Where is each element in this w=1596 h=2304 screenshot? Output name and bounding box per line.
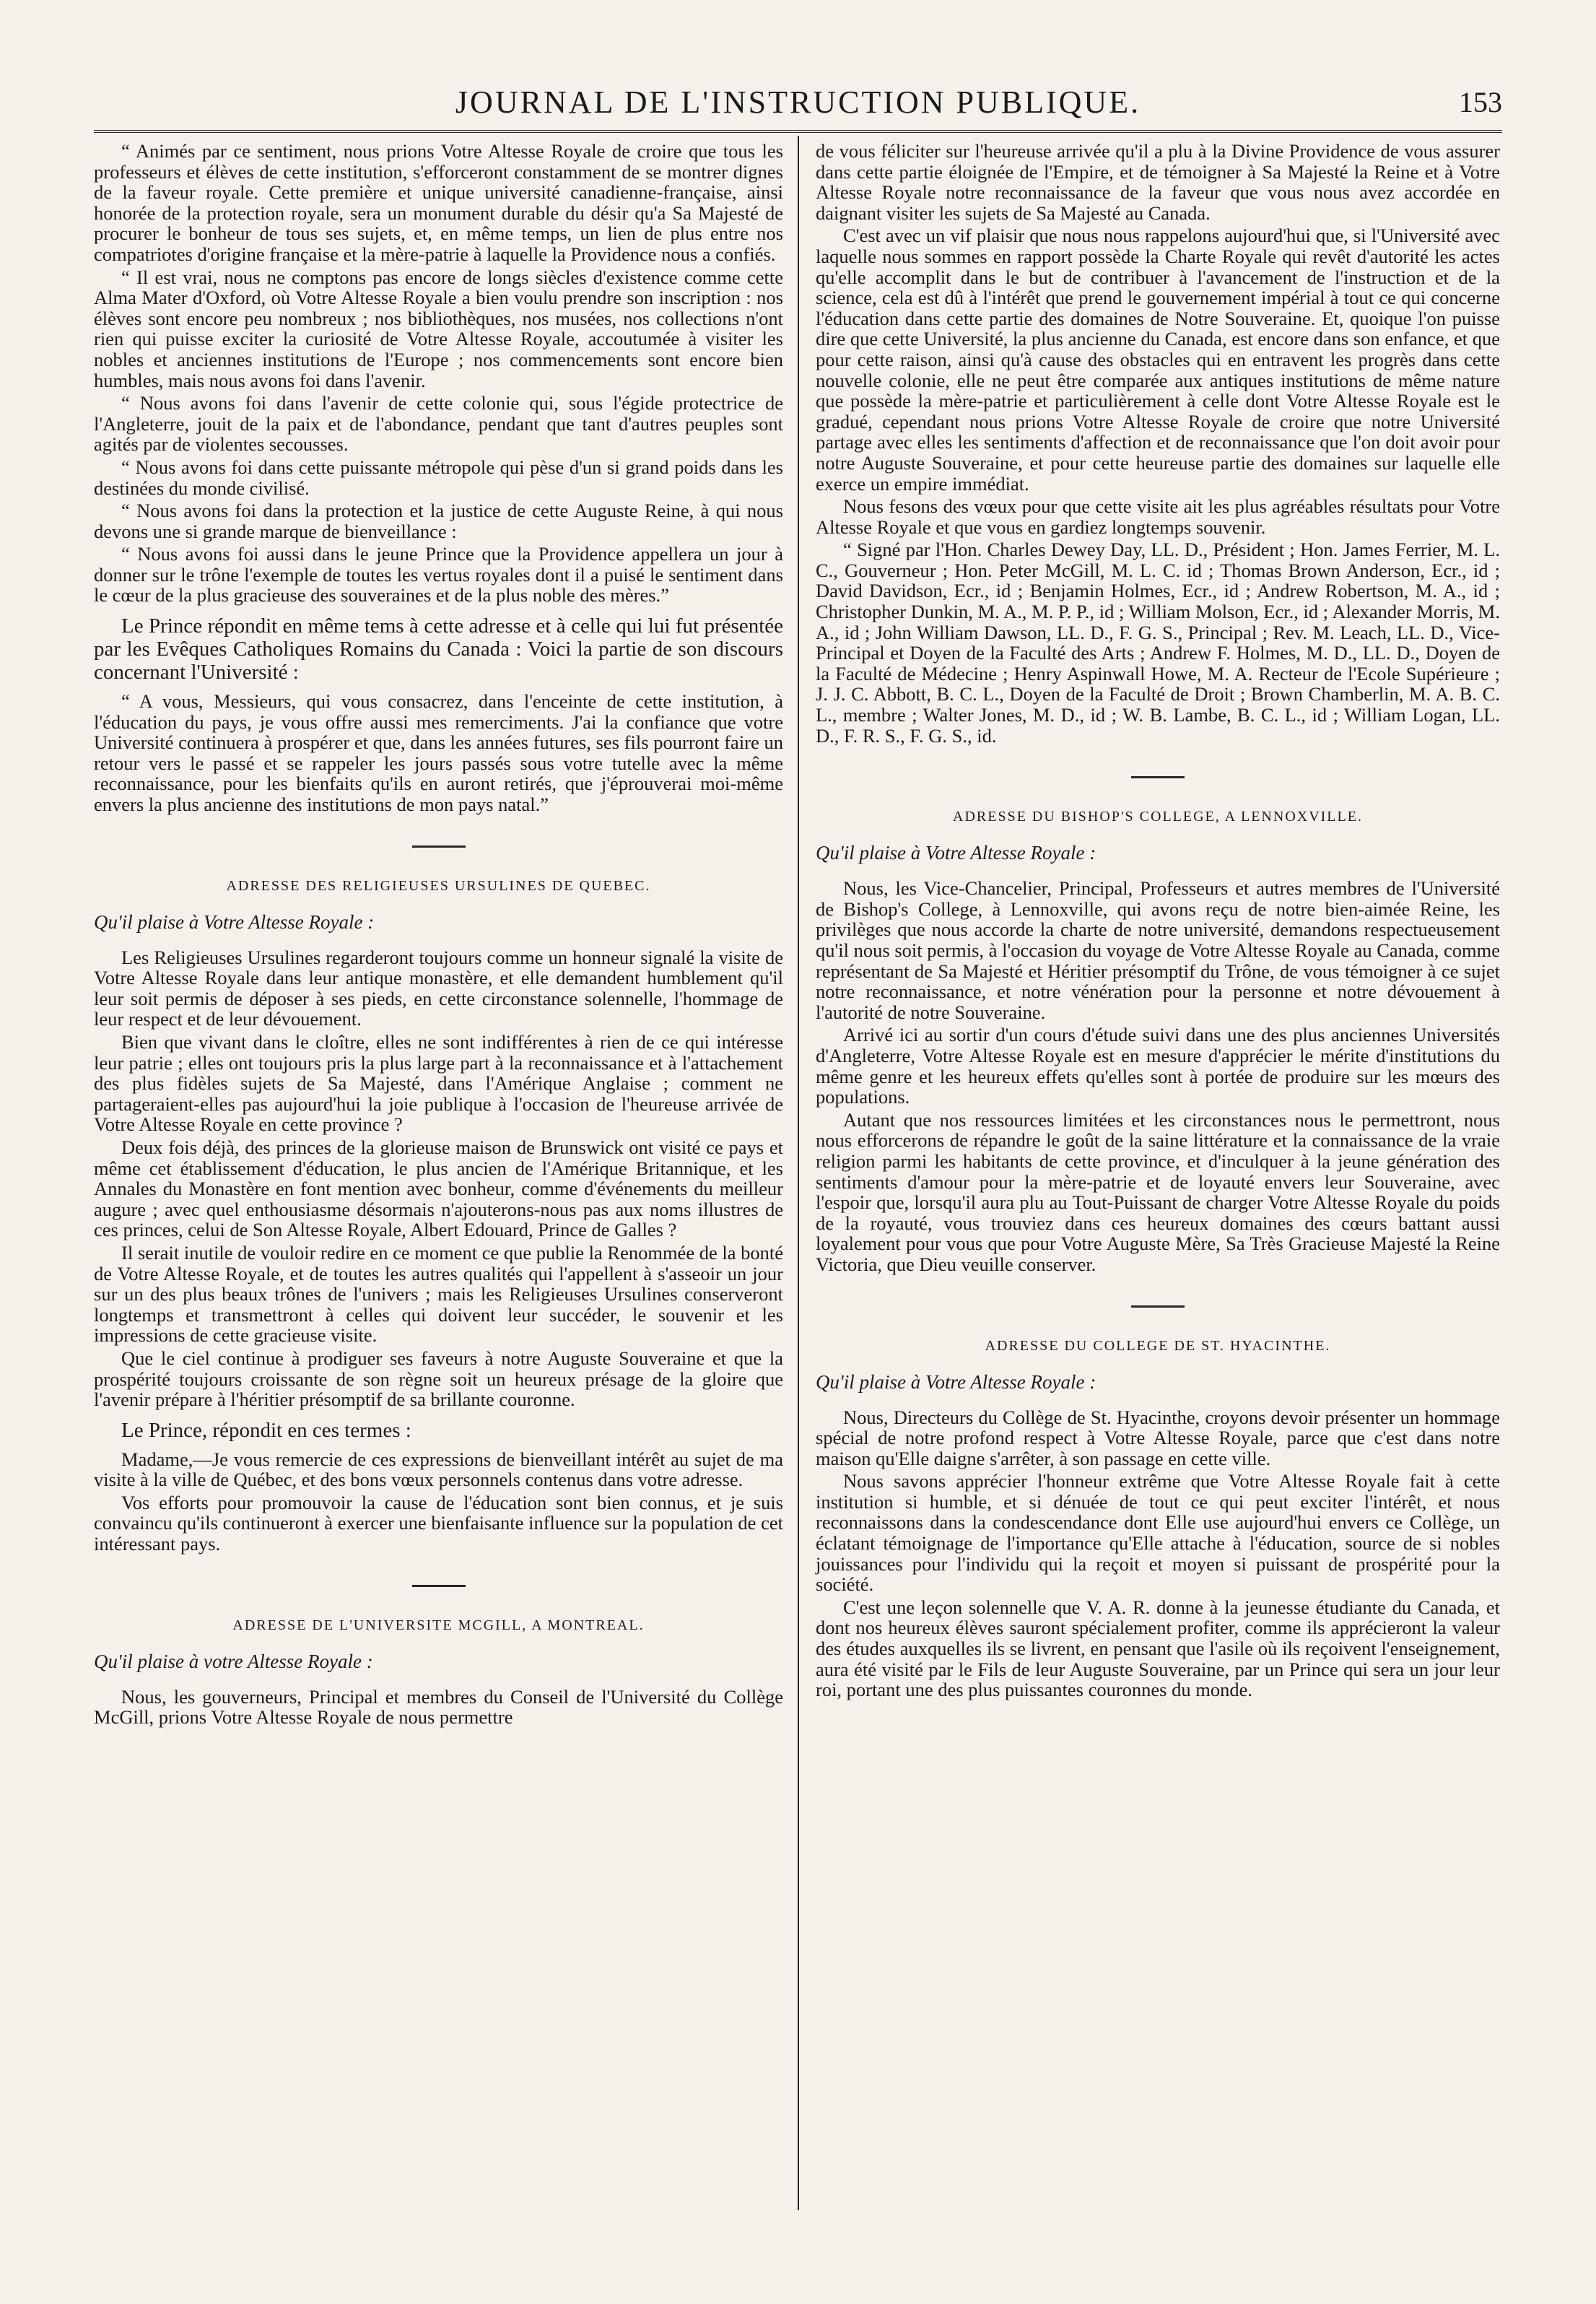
left-column (94, 141, 783, 1730)
salutation: Qu'il plaise à Votre Altesse Royale : (94, 910, 375, 933)
section-heading-mcgill: ADRESSE DE L'UNIVERSITE MCGILL, A MONTREAL. (232, 1617, 645, 1633)
prince-reply-paragraph: Madame,—Je vous remercie de ces expressions de bienveillant intérêt au sujet de ma visite à la ville de Québec, et des bons vœux personnels contenus dans votre adresse. (94, 1448, 783, 1491)
salutation: Qu'il plaise à votre Altesse Royale : (94, 1650, 373, 1672)
body-paragraph: Nous, les gouverneurs, Principal et membres du Conseil de l'Université du Collège McGill, prions Votre Altesse Royale de nous permettre (94, 1685, 783, 1729)
body-paragraph: Bien que vivant dans le cloître, elles ne sont indifférentes à rien de ce qui intéresse leur patrie ; elles ont toujours pris la plus large part à la reconnaissance et à l'attachement des plus fidèles sujets de Sa Majesté, dans l'Amérique Anglaise ; comment ne partageraient-elles pas aujourd'hui la joie publique à l'occasion de l'heureuse arrivée de Votre Altesse Royale en cette province ? (94, 1031, 783, 1136)
body-paragraph: “ Nous avons foi aussi dans le jeune Prince que la Providence appellera un jour à donner sur le trône l'exemple de toutes les vertus royales dont il a puisé le sentiment dans le cœur de la plus gracieuse des souveraines et de la plus noble des mères.” (94, 543, 783, 607)
right-column (816, 141, 1500, 1703)
prince-reply-intro: Le Prince, répondit en ces termes : (121, 1418, 411, 1442)
body-paragraph: “ Nous avons foi dans la protection et la justice de cette Auguste Reine, à qui nous devons une si grande marque de bienveillance : (94, 500, 783, 542)
header-rule (94, 130, 1502, 133)
section-separator (412, 1585, 466, 1587)
body-paragraph: “ Nous avons foi dans l'avenir de cette colonie qui, sous l'égide protectrice de l'Angleterre, jouit de la paix et de l'abondance, pendant que tant d'autres peuples sont agités par de violentes secousses. (94, 392, 783, 456)
body-paragraph: “ Il est vrai, nous ne comptons pas encore de longs siècles d'existence comme cette Alma Mater d'Oxford, où Votre Altesse Royale a bien voulu prendre son inscription : nos élèves sont encore peu nombreux ; nos bibliothèques, nos musées, nos collections n'ont rien qui puisse exciter la curiosité de Votre Altesse Royale, accoutumée à visiter les nobles et anciennes institutions de l'Europe ; nos commencements sont encore bien humbles, mais nous avons foi dans l'avenir. (94, 266, 783, 391)
prince-intro: Le Prince répondit en même tems à cette adresse et à celle qui lui fut présentée par les Evêques Catholiques Romains du Canada : Voici la partie de son discours concernant l'Université : (94, 614, 783, 684)
body-paragraph: Nous savons apprécier l'honneur extrême que Votre Altesse Royale fait à cette institution si humble, et si dénuée de tout ce qui peut exciter l'intérêt, et nous reconnaissons dans la condescendance dont Elle use aujourd'hui envers ce Collège, un éclatant témoignage de l'importance qu'Elle attache à l'éducation, source de si nobles jouissances pour l'individu qui la reçoit et moyen si puissant de prospérité pour la société. (816, 1470, 1500, 1596)
prince-reply-quote: “ A vous, Messieurs, qui vous consacrez, dans l'enceinte de cette institution, à l'éducation du pays, je vous offre aussi mes remerciments. J'ai la confiance que votre Université continuera à prospérer et que, dans les années futures, ses fils pourront faire un retour vers le passé et se rappeler les jours passés sous votre tutelle avec la même reconnaissance, pour les bienfaits qu'ils en auront retirés, que j'éprouverai moi-même envers la plus ancienne des institutions de mon pays natal.” (94, 690, 783, 816)
body-paragraph: Que le ciel continue à prodiguer ses faveurs à notre Auguste Souveraine et que la prospérité toujours croissante de son règne soit un heureux présage de la gloire que l'avenir prépare à l'héritier présomptif de sa brillante couronne. (94, 1347, 783, 1411)
body-paragraph: de vous féliciter sur l'heureuse arrivée qu'il a plu à la Divine Providence de vous assurer dans cette partie éloignée de l'Empire, et de témoigner à Sa Majesté la Reine et à Votre Altesse Royale notre reconnaissance de la faveur que vous nous avez accordée en daignant visiter les sujets de Sa Majesté au Canada. (816, 140, 1500, 224)
section-separator (1131, 1305, 1185, 1308)
body-paragraph: Nous, Directeurs du Collège de St. Hyacinthe, croyons devoir présenter un hommage spécial de notre profond respect à Votre Altesse Royale, parce que c'est dans notre maison qu'Elle daigne s'arrêter, à son passage en cette ville. (816, 1406, 1500, 1469)
body-paragraph: Les Religieuses Ursulines regarderont toujours comme un honneur signalé la visite de Votre Altesse Royale dans leur antique monastère, et elle demandent humblement qu'il leur soit permis de déposer à ses pieds, en cette circonstance solennelle, l'hommage de leur respect et de leur dévouement. (94, 946, 783, 1030)
page-number: 153 (1459, 86, 1502, 118)
body-paragraph: Nous, les Vice-Chancelier, Principal, Professeurs et autres membres de l'Université de Bishop's College, à Lennoxville, qui avons reçu de notre bien-aimée Reine, les privilèges que nous accorde la charte de notre université, demandons respectueusement qu'il nous soit permis, à l'occasion du voyage de Votre Altesse Royale au Canada, comme représentant de Sa Majesté et Héritier présomptif du Trône, de vous témoigner à ce sujet notre reconnaissance, et notre vénération pour la personne et notre dévouement à l'autorité de notre Souveraine. (816, 877, 1500, 1023)
signatories-paragraph: “ Signé par l'Hon. Charles Dewey Day, LL. D., Président ; Hon. James Ferrier, M. L. C., Gouverneur ; Hon. Peter McGill, M. L. C. id ; Thomas Brown Anderson, Ecr., id ; David Davidson, Ecr., id ; Benjamin Holmes, Ecr., id ; Andrew Robertson, M. A., id ; Christopher Dunkin, M. A., M. P. P., id ; William Molson, Ecr., id ; Alexander Morris, M. A., id ; John William Dawson, LL. D., F. G. S., Principal ; Rev. M. Leach, LL. D., Vice-Principal et Doyen de la Faculté des Arts ; Andrew F. Holmes, M. D., LL. D., Doyen de la Faculté de Médecine ; Henry Aspinwall Howe, M. A. Recteur de l'Ecole Supérieure ; J. J. C. Abbott, B. C. L., Doyen de la Faculté de Droit ; Brown Chamberlin, M. A. B. C. L., membre ; Walter Jones, M. D., id ; W. B. Lambe, B. C. L., id ; William Logan, LL. D., F. R. S., F. G. S., id. (816, 539, 1500, 747)
body-paragraph: Autant que nos ressources limitées et les circonstances nous le permettront, nous nous efforcerons de répandre le goût de la saine littérature et la connaissance de la vraie religion parmi les habitants de cette province, et d'inculquer à la jeune génération des sentiments d'amour pour la mère-patrie et de loyauté envers leur Souveraine, avec l'espoir que, lorsqu'il aura plu au Tout-Puissant de charger Votre Altesse Royale du poids de la royauté, vous trouviez dans ces heureux domaines des cœurs battant aussi loyalement pour vous que pour Votre Auguste Mère, Sa Très Gracieuse Majesté la Reine Victoria, que Dieu veuille conserver. (816, 1108, 1500, 1275)
salutation: Qu'il plaise à Votre Altesse Royale : (816, 1370, 1096, 1393)
salutation: Qu'il plaise à Votre Altesse Royale : (816, 842, 1096, 864)
section-separator (412, 845, 466, 848)
body-paragraph: “ Animés par ce sentiment, nous prions Votre Altesse Royale de croire que tous les professeurs et élèves de cette institution, s'efforceront constamment de se montrer dignes de la faveur royale. Cette première et unique université canadienne-française, ainsi honorée de la protection royale, sera un monument durable du désir qu'a Sa Majesté de procurer le bonheur de tous ses sujets, et, en même temps, un lien de plus entre nos compatriotes d'origine française et la mère-patrie à laquelle la Providence nous a confiés. (94, 140, 783, 265)
body-paragraph: C'est une leçon solennelle que V. A. R. donne à la jeunesse étudiante du Canada, et dont nos heureux élèves sauront spécialement profiter, comme ils apprécieront la valeur des études auxquelles ils se livrent, en pensant que l'asile où ils reçoivent l'enseignement, aura été visité par le Fils de leur Auguste Souveraine, par un Prince qui sera un jour leur roi, portant une des plus puissantes couronnes du monde. (816, 1596, 1500, 1701)
prince-reply-paragraph: Vos efforts pour promouvoir la cause de l'éducation sont bien connus, et je suis convaincu qu'ils continueront à exercer une bienfaisante influence sur la population de cet intéressant pays. (94, 1491, 783, 1555)
body-paragraph: Arrivé ici au sortir d'un cours d'étude suivi dans une des plus anciennes Universités d'Angleterre, Votre Altesse Royale est en mesure d'apprécier le mérite d'institutions du même genre et les heureux effets qu'elles sont à portée de produire sur les mœurs des populations. (816, 1024, 1500, 1108)
body-paragraph: Il serait inutile de vouloir redire en ce moment ce que publie la Renommée de la bonté de Votre Altesse Royale, et de toutes les autres qualités qui l'appellent à s'asseoir un jour sur un des plus beaux trônes de l'univers ; mais les Religieuses Ursulines conserveront longtemps et transmettront à celles qui doivent leur succéder, le souvenir et les impressions de cette gracieuse visite. (94, 1241, 783, 1347)
body-paragraph: C'est avec un vif plaisir que nous nous rappelons aujourd'hui que, si l'Université avec laquelle nous sommes en rapport possède la Charte Royale qui revêt d'autorité les actes qu'elle accomplit dans le but de contribuer à l'avancement de l'instruction et de la science, cela est dû à l'intérêt que prend le gouvernement impérial à tout ce qui concerne l'éducation dans cette partie des domaines de Notre Souveraine. Et, quoique l'on puisse dire que cette Université, la plus ancienne du Canada, est encore dans son enfance, et que pour cette raison, ainsi qu'à cause des obstacles qui en entravent les progrès dans cette nouvelle colonie, elle ne peut être comparée aux antiques institutions de même nature que possède la mère-patrie et particulièrement à celle dont Votre Altesse Royale est le gradué, cependant nous prions Votre Altesse Royale de croire que notre Université partage avec elles les sentiments d'affection et de reconnaissance que l'on doit avoir pour notre Auguste Souveraine, et pour cette heureuse partie des domaines sur laquelle elle exerce un empire immédiat. (816, 225, 1500, 495)
body-paragraph: Deux fois déjà, des princes de la glorieuse maison de Brunswick ont visité ce pays et même cet établissement d'éducation, le plus ancien de l'Amérique Britannique, et les Annales du Monastère en font mention avec bonheur, comme d'événements du meilleur augure ; avec quel enthousiasme désormais n'ajouterons-nous pas aux noms illustres de ces princes, celui de Son Altesse Royale, Albert Edouard, Prince de Galles ? (94, 1136, 783, 1241)
journal-title: JOURNAL DE L'INSTRUCTION PUBLIQUE. (455, 84, 1141, 120)
body-paragraph: Nous fesons des vœux pour que cette visite ait les plus agréables résultats pour Votre Altesse Royale et que vous en gardiez longtemps souvenir. (816, 495, 1500, 538)
column-divider (798, 136, 799, 2210)
section-heading-ursulines: ADRESSE DES RELIGIEUSES URSULINES DE QUEBEC. (226, 877, 651, 894)
running-head (94, 81, 1502, 126)
section-heading-st-hyacinthe: ADRESSE DU COLLEGE DE ST. HYACINTHE. (985, 1337, 1331, 1354)
body-paragraph: “ Nous avons foi dans cette puissante métropole qui pèse d'un si grand poids dans les destinées du monde civilisé. (94, 456, 783, 499)
section-heading-bishops: ADRESSE DU BISHOP'S COLLEGE, A LENNOXVILLE. (953, 809, 1363, 825)
section-separator (1131, 776, 1185, 778)
